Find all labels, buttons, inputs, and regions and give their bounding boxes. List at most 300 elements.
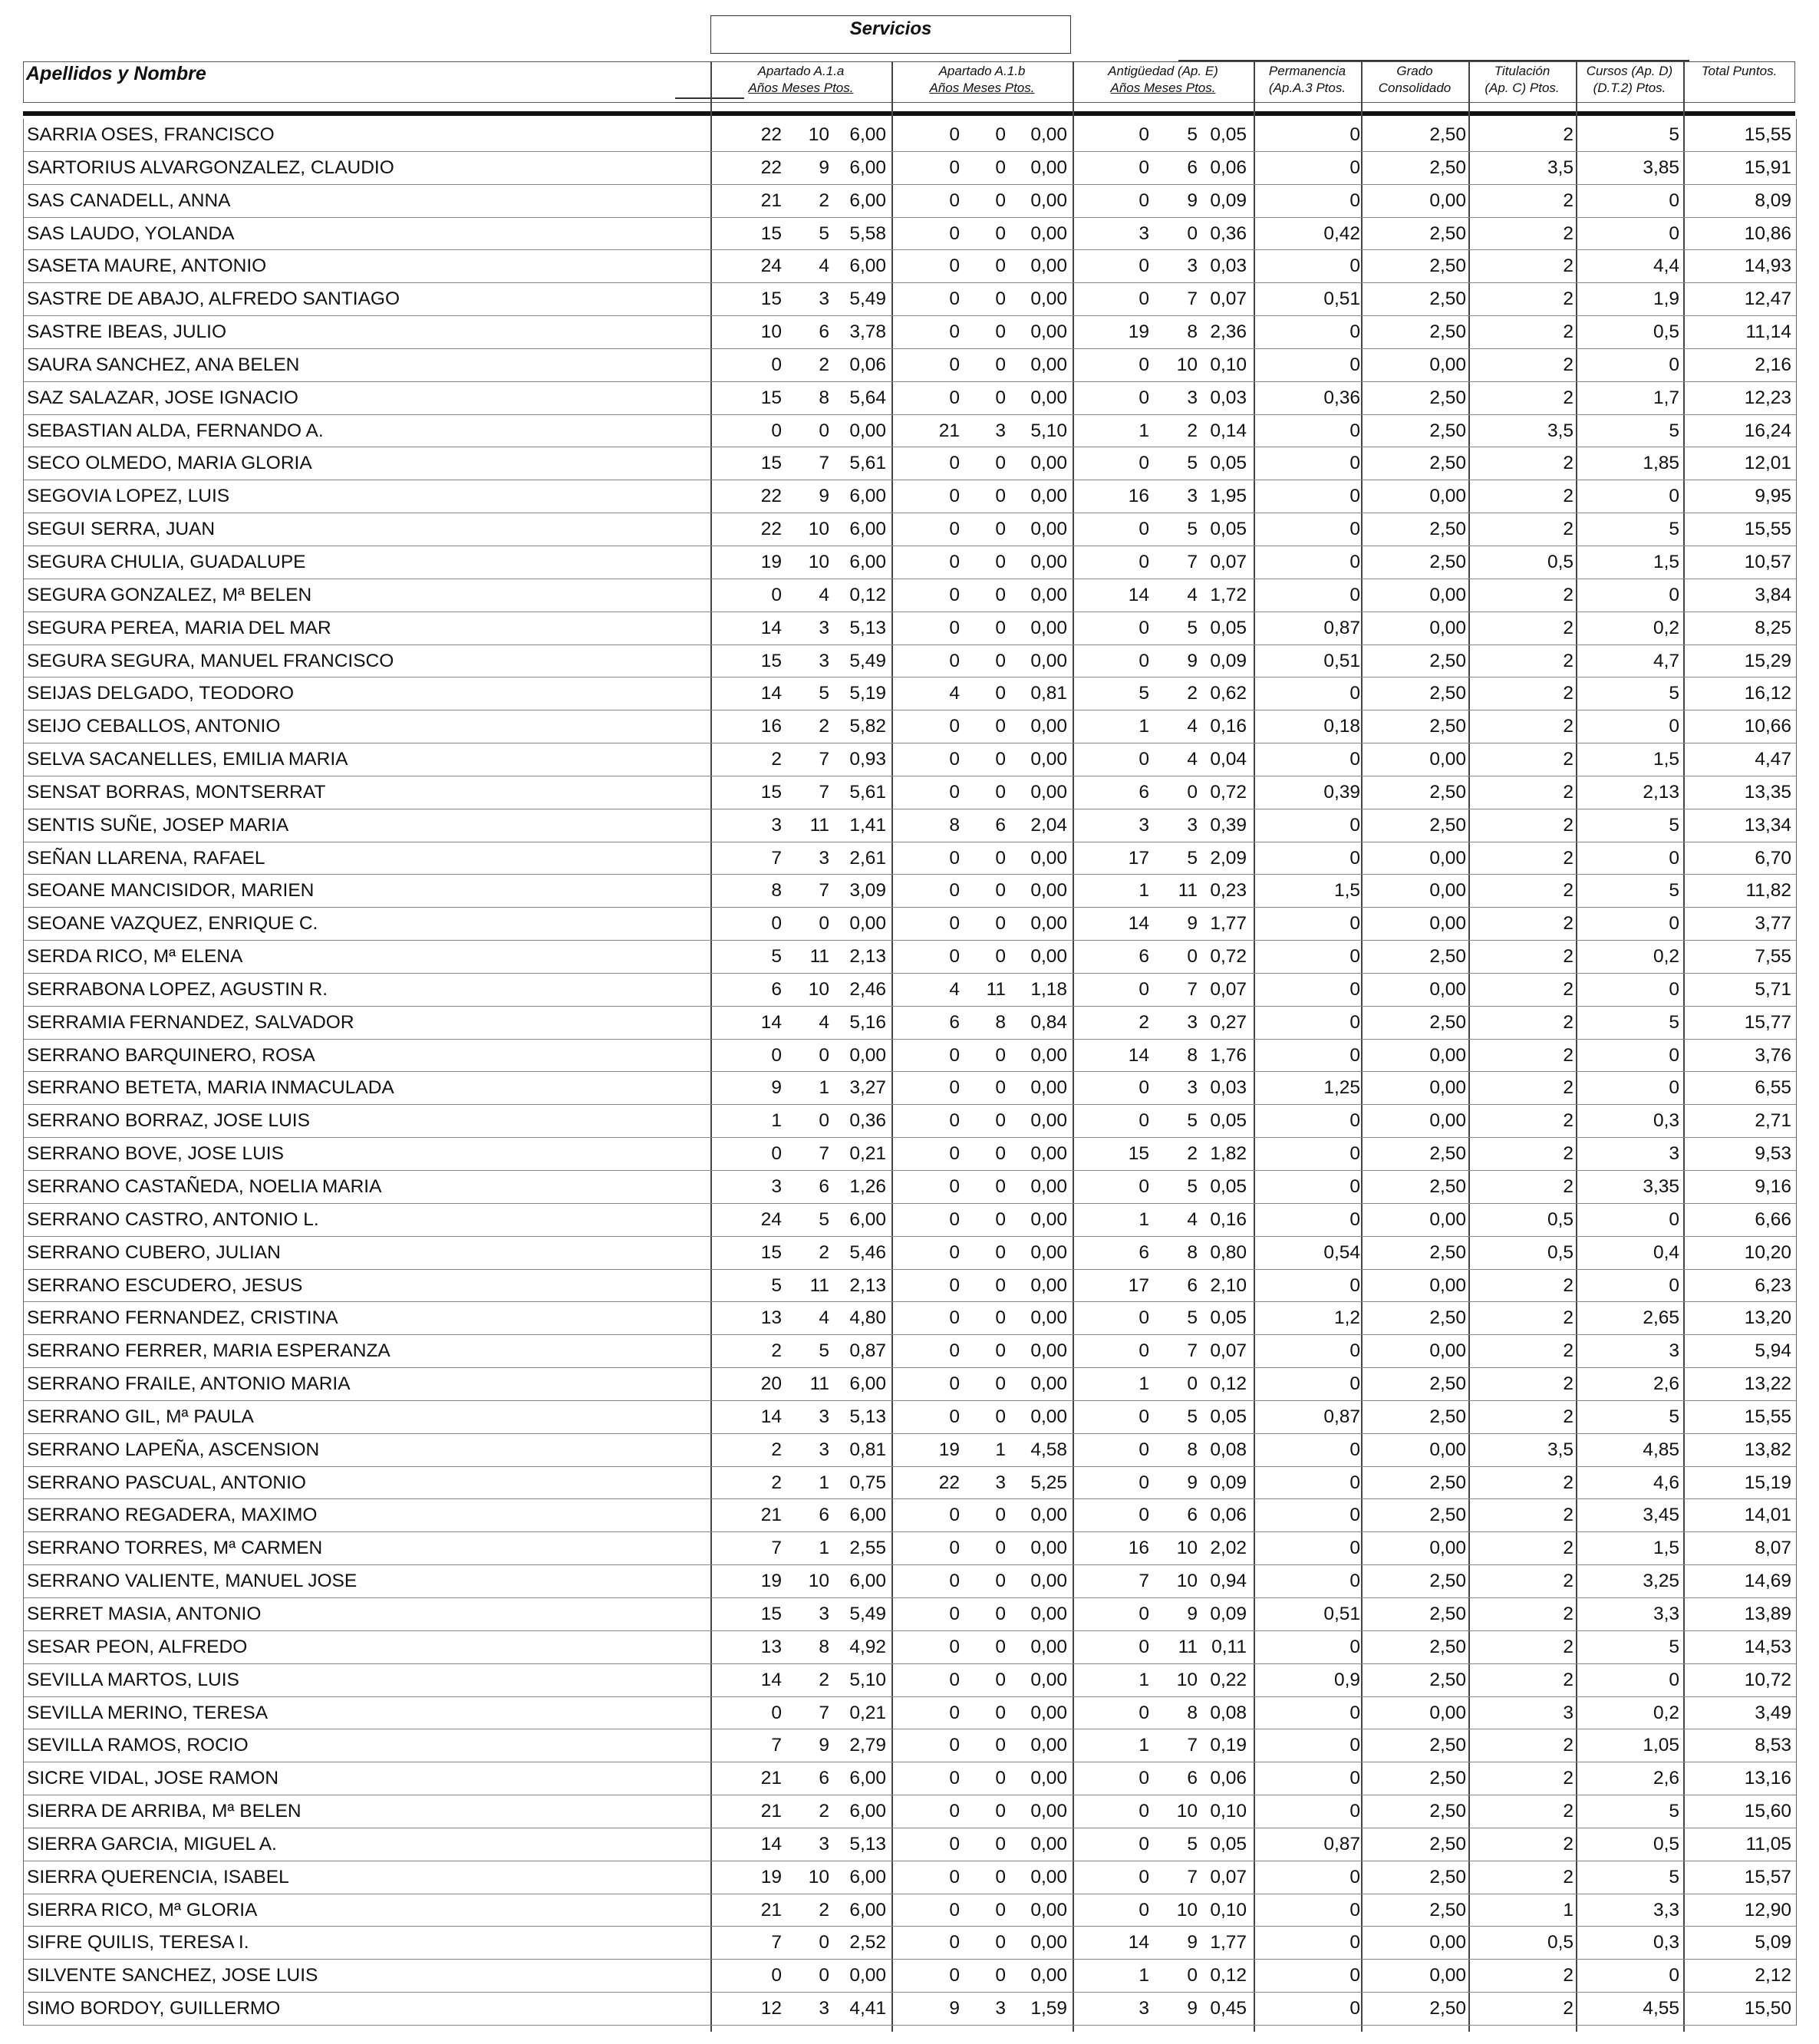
antiguedad-ptos: 0,05 xyxy=(1210,1307,1247,1329)
a1b-ptos: 0,00 xyxy=(1030,1110,1067,1132)
permanencia-ptos: 0,51 xyxy=(1323,288,1360,310)
a1a-meses: 11 xyxy=(809,814,829,836)
total-puntos: 13,35 xyxy=(1744,781,1791,803)
a1a-meses: 1 xyxy=(819,1472,829,1493)
a1b-meses: 0 xyxy=(995,256,1006,277)
a1b-anos: 0 xyxy=(949,1538,960,1559)
a1a-meses: 5 xyxy=(819,683,829,704)
antiguedad-anos: 0 xyxy=(1139,387,1149,408)
a1a-anos: 15 xyxy=(760,223,782,244)
a1b-meses: 0 xyxy=(995,880,1006,902)
antiguedad-meses: 7 xyxy=(1187,1866,1198,1887)
a1b-anos: 0 xyxy=(949,946,960,968)
person-name: SIERRA RICO, Mª GLORIA xyxy=(27,1899,258,1920)
header-titulacion-title: Titulación xyxy=(1494,64,1550,78)
grado-consolidado: 2,50 xyxy=(1429,650,1466,671)
antiguedad-anos: 0 xyxy=(1139,288,1149,310)
permanencia-ptos: 0 xyxy=(1349,1735,1360,1756)
total-puntos: 5,94 xyxy=(1755,1340,1791,1362)
antiguedad-anos: 0 xyxy=(1139,519,1149,540)
titulacion-ptos: 2 xyxy=(1563,1603,1574,1624)
antiguedad-anos: 14 xyxy=(1128,913,1149,935)
person-name: SEGOVIA LOPEZ, LUIS xyxy=(27,486,230,507)
grado-consolidado: 2,50 xyxy=(1429,420,1466,441)
antiguedad-meses: 2 xyxy=(1187,420,1198,441)
cursos-ptos: 1,5 xyxy=(1653,749,1679,770)
header-apartado-a1a-sub: Años Meses Ptos. xyxy=(748,81,854,95)
a1b-anos: 19 xyxy=(938,1439,960,1460)
grado-consolidado: 2,50 xyxy=(1429,1669,1466,1690)
total-puntos: 12,90 xyxy=(1744,1899,1791,1920)
grado-consolidado: 0,00 xyxy=(1429,913,1466,935)
titulacion-ptos: 2 xyxy=(1563,716,1574,737)
table-row xyxy=(24,316,1796,349)
header-apartado-a1b xyxy=(891,63,1073,97)
a1b-ptos: 0,00 xyxy=(1030,1373,1067,1395)
grado-consolidado: 0,00 xyxy=(1429,1340,1466,1362)
antiguedad-ptos: 0,09 xyxy=(1210,650,1247,671)
permanencia-ptos: 0,87 xyxy=(1323,617,1360,638)
a1b-ptos: 0,00 xyxy=(1030,1241,1067,1263)
antiguedad-ptos: 0,05 xyxy=(1210,1176,1247,1197)
a1b-ptos: 5,10 xyxy=(1030,420,1067,441)
antiguedad-meses: 5 xyxy=(1187,1833,1198,1854)
antiguedad-meses: 10 xyxy=(1176,354,1198,375)
total-puntos: 14,93 xyxy=(1744,256,1791,277)
antiguedad-anos: 17 xyxy=(1128,847,1149,869)
a1b-anos: 0 xyxy=(949,749,960,770)
person-name: SERRANO CASTAÑEDA, NOELIA MARIA xyxy=(27,1176,382,1197)
antiguedad-meses: 2 xyxy=(1187,1143,1198,1165)
table-row xyxy=(24,1171,1796,1204)
a1b-meses: 0 xyxy=(995,1044,1006,1066)
person-name: SERRANO CUBERO, JULIAN xyxy=(27,1241,281,1263)
cursos-ptos: 0 xyxy=(1669,978,1679,1000)
grado-consolidado: 2,50 xyxy=(1429,256,1466,277)
a1a-meses: 0 xyxy=(819,913,829,935)
person-name: SAS CANADELL, ANNA xyxy=(27,190,231,211)
grado-consolidado: 0,00 xyxy=(1429,617,1466,638)
a1a-meses: 7 xyxy=(819,453,829,474)
person-name: SERRANO PASCUAL, ANTONIO xyxy=(27,1472,306,1493)
total-puntos: 15,60 xyxy=(1744,1801,1791,1822)
a1b-anos: 0 xyxy=(949,1208,960,1230)
a1a-meses: 10 xyxy=(808,1866,829,1887)
antiguedad-anos: 0 xyxy=(1139,1307,1149,1329)
permanencia-ptos: 0 xyxy=(1349,584,1360,605)
a1b-anos: 0 xyxy=(949,190,960,211)
a1b-ptos: 0,00 xyxy=(1030,1176,1067,1197)
a1b-meses: 0 xyxy=(995,1373,1006,1395)
cursos-ptos: 0 xyxy=(1669,847,1679,869)
a1b-ptos: 0,00 xyxy=(1030,223,1067,244)
antiguedad-anos: 0 xyxy=(1139,1636,1149,1657)
a1b-anos: 0 xyxy=(949,716,960,737)
header-permanencia-sub: (Ap.A.3 Ptos. xyxy=(1268,81,1346,95)
a1a-anos: 15 xyxy=(760,650,782,671)
antiguedad-anos: 1 xyxy=(1139,1373,1149,1395)
total-puntos: 13,89 xyxy=(1744,1603,1791,1624)
a1a-ptos: 5,13 xyxy=(849,617,886,638)
antiguedad-meses: 10 xyxy=(1176,1899,1198,1920)
a1a-ptos: 0,36 xyxy=(849,1110,886,1132)
a1a-meses: 4 xyxy=(819,256,829,277)
a1b-anos: 0 xyxy=(949,1636,960,1657)
permanencia-ptos: 0 xyxy=(1349,1472,1360,1493)
total-puntos: 15,55 xyxy=(1744,519,1791,540)
a1a-ptos: 1,41 xyxy=(849,814,886,836)
titulacion-ptos: 2 xyxy=(1563,1669,1574,1690)
antiguedad-ptos: 0,12 xyxy=(1210,1373,1247,1395)
table-row xyxy=(24,1697,1796,1730)
person-name: SEGURA CHULIA, GUADALUPE xyxy=(27,551,306,572)
a1b-ptos: 0,00 xyxy=(1030,1538,1067,1559)
a1b-anos: 0 xyxy=(949,453,960,474)
a1a-meses: 10 xyxy=(808,551,829,572)
cursos-ptos: 5 xyxy=(1669,420,1679,441)
total-puntos: 8,09 xyxy=(1755,190,1791,211)
a1a-anos: 15 xyxy=(760,288,782,310)
antiguedad-meses: 8 xyxy=(1187,321,1198,343)
permanencia-ptos: 0,42 xyxy=(1323,223,1360,244)
a1b-ptos: 0,00 xyxy=(1030,1571,1067,1592)
a1a-anos: 7 xyxy=(771,847,782,869)
titulacion-ptos: 0,5 xyxy=(1547,551,1574,572)
antiguedad-anos: 3 xyxy=(1139,814,1149,836)
person-name: SEGURA SEGURA, MANUEL FRANCISCO xyxy=(27,650,394,671)
total-puntos: 5,09 xyxy=(1755,1932,1791,1953)
antiguedad-anos: 16 xyxy=(1128,486,1149,507)
total-puntos: 9,16 xyxy=(1755,1176,1791,1197)
antiguedad-anos: 19 xyxy=(1128,321,1149,343)
a1a-ptos: 5,49 xyxy=(849,650,886,671)
a1a-ptos: 6,00 xyxy=(849,190,886,211)
antiguedad-anos: 1 xyxy=(1139,1669,1149,1690)
titulacion-ptos: 2 xyxy=(1563,584,1574,605)
table-row xyxy=(24,645,1796,678)
a1a-meses: 2 xyxy=(819,354,829,375)
antiguedad-ptos: 0,08 xyxy=(1210,1702,1247,1723)
grado-consolidado: 2,50 xyxy=(1429,1011,1466,1033)
a1a-meses: 10 xyxy=(808,519,829,540)
total-puntos: 11,82 xyxy=(1745,880,1791,902)
antiguedad-ptos: 2,09 xyxy=(1210,847,1247,869)
antiguedad-meses: 9 xyxy=(1187,1472,1198,1493)
person-name: SERRABONA LOPEZ, AGUSTIN R. xyxy=(27,978,328,1000)
a1b-ptos: 0,00 xyxy=(1030,256,1067,277)
a1b-anos: 0 xyxy=(949,1833,960,1854)
a1b-ptos: 0,00 xyxy=(1030,1505,1067,1526)
a1a-ptos: 5,49 xyxy=(849,288,886,310)
a1b-ptos: 0,00 xyxy=(1030,1932,1067,1953)
a1b-ptos: 1,59 xyxy=(1030,1998,1067,2019)
cursos-ptos: 5 xyxy=(1669,683,1679,704)
permanencia-ptos: 0 xyxy=(1349,978,1360,1000)
a1a-anos: 0 xyxy=(771,1044,782,1066)
permanencia-ptos: 0 xyxy=(1349,1143,1360,1165)
antiguedad-ptos: 2,10 xyxy=(1210,1274,1247,1296)
header-cursos-title: Cursos (Ap. D) xyxy=(1586,64,1673,78)
a1a-meses: 0 xyxy=(819,1044,829,1066)
total-puntos: 2,71 xyxy=(1755,1110,1791,1132)
antiguedad-ptos: 0,09 xyxy=(1210,1472,1247,1493)
table-row xyxy=(24,1368,1796,1401)
person-name: SERRANO BETETA, MARIA INMACULADA xyxy=(27,1077,394,1099)
a1a-meses: 7 xyxy=(819,781,829,803)
header-name: Apellidos y Nombre xyxy=(26,63,206,84)
table-row xyxy=(24,908,1796,941)
total-puntos: 5,71 xyxy=(1755,978,1791,1000)
permanencia-ptos: 1,2 xyxy=(1333,1307,1360,1329)
a1b-anos: 0 xyxy=(949,880,960,902)
titulacion-ptos: 2 xyxy=(1563,683,1574,704)
a1b-meses: 0 xyxy=(995,288,1006,310)
a1b-ptos: 0,81 xyxy=(1030,683,1067,704)
a1a-ptos: 6,00 xyxy=(849,1899,886,1920)
a1a-meses: 3 xyxy=(819,847,829,869)
person-name: SEVILLA MARTOS, LUIS xyxy=(27,1669,239,1690)
a1a-anos: 19 xyxy=(760,1866,782,1887)
total-puntos: 10,20 xyxy=(1744,1241,1791,1263)
antiguedad-ptos: 0,05 xyxy=(1210,519,1247,540)
antiguedad-anos: 16 xyxy=(1128,1538,1149,1559)
permanencia-ptos: 0 xyxy=(1349,321,1360,343)
total-puntos: 11,05 xyxy=(1745,1833,1791,1854)
a1b-meses: 0 xyxy=(995,749,1006,770)
total-puntos: 16,12 xyxy=(1744,683,1791,704)
a1a-meses: 11 xyxy=(809,1274,829,1296)
total-puntos: 15,55 xyxy=(1744,1406,1791,1427)
titulacion-ptos: 0,5 xyxy=(1547,1932,1574,1953)
a1b-anos: 0 xyxy=(949,223,960,244)
a1a-ptos: 5,19 xyxy=(849,683,886,704)
permanencia-ptos: 0 xyxy=(1349,1176,1360,1197)
a1b-anos: 0 xyxy=(949,321,960,343)
grado-consolidado: 2,50 xyxy=(1429,1571,1466,1592)
titulacion-ptos: 2 xyxy=(1563,749,1574,770)
cursos-ptos: 2,65 xyxy=(1643,1307,1679,1329)
permanencia-ptos: 0 xyxy=(1349,946,1360,968)
antiguedad-meses: 0 xyxy=(1187,223,1198,244)
titulacion-ptos: 2 xyxy=(1563,321,1574,343)
grado-consolidado: 0,00 xyxy=(1429,1110,1466,1132)
antiguedad-ptos: 0,10 xyxy=(1210,1899,1247,1920)
a1a-anos: 21 xyxy=(760,1768,782,1789)
a1a-anos: 19 xyxy=(760,1571,782,1592)
grado-consolidado: 0,00 xyxy=(1429,978,1466,1000)
permanencia-ptos: 0,39 xyxy=(1323,781,1360,803)
a1a-anos: 19 xyxy=(760,551,782,572)
a1a-meses: 5 xyxy=(819,223,829,244)
person-name: SERRANO CASTRO, ANTONIO L. xyxy=(27,1208,319,1230)
grado-consolidado: 2,50 xyxy=(1429,1406,1466,1427)
a1a-anos: 14 xyxy=(760,1833,782,1854)
a1b-meses: 0 xyxy=(995,946,1006,968)
a1b-ptos: 0,00 xyxy=(1030,946,1067,968)
permanencia-ptos: 0 xyxy=(1349,1899,1360,1920)
table-row xyxy=(24,1729,1796,1762)
antiguedad-meses: 5 xyxy=(1187,519,1198,540)
permanencia-ptos: 0 xyxy=(1349,1538,1360,1559)
person-name: SAURA SANCHEZ, ANA BELEN xyxy=(27,354,300,375)
a1b-anos: 0 xyxy=(949,1735,960,1756)
a1a-ptos: 5,13 xyxy=(849,1406,886,1427)
cursos-ptos: 0,5 xyxy=(1653,321,1679,343)
cursos-ptos: 2,6 xyxy=(1653,1768,1679,1789)
antiguedad-meses: 3 xyxy=(1187,486,1198,507)
a1b-ptos: 0,00 xyxy=(1030,519,1067,540)
antiguedad-meses: 8 xyxy=(1187,1702,1198,1723)
antiguedad-meses: 5 xyxy=(1187,847,1198,869)
a1a-ptos: 6,00 xyxy=(849,1505,886,1526)
titulacion-ptos: 2 xyxy=(1563,1274,1574,1296)
titulacion-ptos: 2 xyxy=(1563,1538,1574,1559)
grado-consolidado: 2,50 xyxy=(1429,157,1466,178)
a1a-anos: 14 xyxy=(760,1669,782,1690)
antiguedad-anos: 3 xyxy=(1139,223,1149,244)
total-puntos: 3,84 xyxy=(1755,584,1791,605)
a1b-meses: 0 xyxy=(995,1702,1006,1723)
total-puntos: 12,23 xyxy=(1744,387,1791,408)
table-row xyxy=(24,152,1796,185)
a1a-anos: 2 xyxy=(771,1472,782,1493)
a1b-anos: 0 xyxy=(949,1274,960,1296)
antiguedad-meses: 10 xyxy=(1176,1669,1198,1690)
person-name: SERRANO FRAILE, ANTONIO MARIA xyxy=(27,1373,351,1395)
a1b-ptos: 0,00 xyxy=(1030,913,1067,935)
a1b-anos: 0 xyxy=(949,1932,960,1953)
total-puntos: 8,53 xyxy=(1755,1735,1791,1756)
permanencia-ptos: 0 xyxy=(1349,814,1360,836)
permanencia-ptos: 0 xyxy=(1349,1208,1360,1230)
a1b-meses: 0 xyxy=(995,321,1006,343)
titulacion-ptos: 3,5 xyxy=(1547,1439,1574,1460)
a1a-ptos: 5,49 xyxy=(849,1603,886,1624)
person-name: SIMO BORDOY, GUILLERMO xyxy=(27,1998,281,2019)
a1b-meses: 0 xyxy=(995,913,1006,935)
a1b-ptos: 0,00 xyxy=(1030,1669,1067,1690)
total-puntos: 9,53 xyxy=(1755,1143,1791,1165)
a1b-anos: 0 xyxy=(949,551,960,572)
antiguedad-ptos: 0,06 xyxy=(1210,157,1247,178)
antiguedad-ptos: 2,36 xyxy=(1210,321,1247,343)
antiguedad-meses: 9 xyxy=(1187,190,1198,211)
person-name: SEIJO CEBALLOS, ANTONIO xyxy=(27,716,281,737)
person-name: SERRANO FERRER, MARIA ESPERANZA xyxy=(27,1340,390,1362)
a1b-meses: 0 xyxy=(995,1833,1006,1854)
a1a-ptos: 6,00 xyxy=(849,1373,886,1395)
a1a-ptos: 6,00 xyxy=(849,486,886,507)
a1b-meses: 0 xyxy=(995,1932,1006,1953)
grado-consolidado: 2,50 xyxy=(1429,814,1466,836)
cursos-ptos: 5 xyxy=(1669,1866,1679,1887)
antiguedad-meses: 10 xyxy=(1176,1801,1198,1822)
antiguedad-ptos: 0,94 xyxy=(1210,1571,1247,1592)
antiguedad-anos: 1 xyxy=(1139,1735,1149,1756)
a1b-meses: 0 xyxy=(995,124,1006,145)
grado-consolidado: 0,00 xyxy=(1429,847,1466,869)
antiguedad-anos: 15 xyxy=(1128,1143,1149,1165)
titulacion-ptos: 3,5 xyxy=(1547,420,1574,441)
cursos-ptos: 1,85 xyxy=(1643,453,1679,474)
titulacion-ptos: 2 xyxy=(1563,1044,1574,1066)
a1b-ptos: 0,00 xyxy=(1030,880,1067,902)
person-name: SASTRE DE ABAJO, ALFREDO SANTIAGO xyxy=(27,288,400,310)
person-name: SIERRA GARCIA, MIGUEL A. xyxy=(27,1833,277,1854)
a1a-meses: 4 xyxy=(819,1307,829,1329)
header-thick-rule xyxy=(23,111,1795,116)
a1b-anos: 9 xyxy=(949,1998,960,2019)
antiguedad-anos: 0 xyxy=(1139,1505,1149,1526)
total-puntos: 9,95 xyxy=(1755,486,1791,507)
a1a-ptos: 5,16 xyxy=(849,1011,886,1033)
antiguedad-ptos: 0,06 xyxy=(1210,1768,1247,1789)
titulacion-ptos: 2 xyxy=(1563,978,1574,1000)
person-name: SEGURA PEREA, MARIA DEL MAR xyxy=(27,617,331,638)
a1a-anos: 21 xyxy=(760,1505,782,1526)
antiguedad-meses: 9 xyxy=(1187,1932,1198,1953)
a1b-ptos: 1,18 xyxy=(1030,978,1067,1000)
person-name: SERRANO ESCUDERO, JESUS xyxy=(27,1274,303,1296)
total-puntos: 2,16 xyxy=(1755,354,1791,375)
antiguedad-meses: 7 xyxy=(1187,551,1198,572)
total-puntos: 12,01 xyxy=(1744,453,1791,474)
table-row xyxy=(24,1993,1796,2026)
a1a-meses: 6 xyxy=(819,321,829,343)
a1a-meses: 2 xyxy=(819,1801,829,1822)
cursos-ptos: 0,3 xyxy=(1653,1110,1679,1132)
antiguedad-anos: 0 xyxy=(1139,453,1149,474)
permanencia-ptos: 0 xyxy=(1349,1439,1360,1460)
a1a-anos: 3 xyxy=(771,1176,782,1197)
table-row xyxy=(24,1598,1796,1631)
antiguedad-ptos: 0,03 xyxy=(1210,387,1247,408)
antiguedad-meses: 0 xyxy=(1187,1373,1198,1395)
a1b-ptos: 0,00 xyxy=(1030,650,1067,671)
grado-consolidado: 2,50 xyxy=(1429,946,1466,968)
grado-consolidado: 0,00 xyxy=(1429,1208,1466,1230)
a1a-ptos: 4,92 xyxy=(849,1636,886,1657)
grado-consolidado: 2,50 xyxy=(1429,1143,1466,1165)
a1a-ptos: 0,93 xyxy=(849,749,886,770)
antiguedad-anos: 0 xyxy=(1139,1768,1149,1789)
table-row xyxy=(24,809,1796,842)
antiguedad-ptos: 0,09 xyxy=(1210,1603,1247,1624)
a1a-meses: 6 xyxy=(819,1768,829,1789)
antiguedad-ptos: 0,03 xyxy=(1210,1077,1247,1099)
cursos-ptos: 4,55 xyxy=(1643,1998,1679,2019)
table-row xyxy=(24,579,1796,612)
a1a-ptos: 6,00 xyxy=(849,1208,886,1230)
a1b-anos: 0 xyxy=(949,913,960,935)
a1b-ptos: 0,00 xyxy=(1030,288,1067,310)
a1b-anos: 0 xyxy=(949,1669,960,1690)
a1b-ptos: 0,00 xyxy=(1030,716,1067,737)
a1b-anos: 0 xyxy=(949,1899,960,1920)
a1a-anos: 0 xyxy=(771,1702,782,1723)
a1a-meses: 0 xyxy=(819,1965,829,1986)
header-apartado-a1a-title: Apartado A.1.a xyxy=(757,64,845,78)
titulacion-ptos: 2 xyxy=(1563,617,1574,638)
person-name: SEGUI SERRA, JUAN xyxy=(27,519,216,540)
a1b-ptos: 0,00 xyxy=(1030,584,1067,605)
permanencia-ptos: 0 xyxy=(1349,1801,1360,1822)
person-name: SERRANO REGADERA, MAXIMO xyxy=(27,1505,318,1526)
a1b-meses: 0 xyxy=(995,1965,1006,1986)
cursos-ptos: 0,5 xyxy=(1653,1833,1679,1854)
a1a-meses: 10 xyxy=(808,124,829,145)
a1b-anos: 0 xyxy=(949,519,960,540)
